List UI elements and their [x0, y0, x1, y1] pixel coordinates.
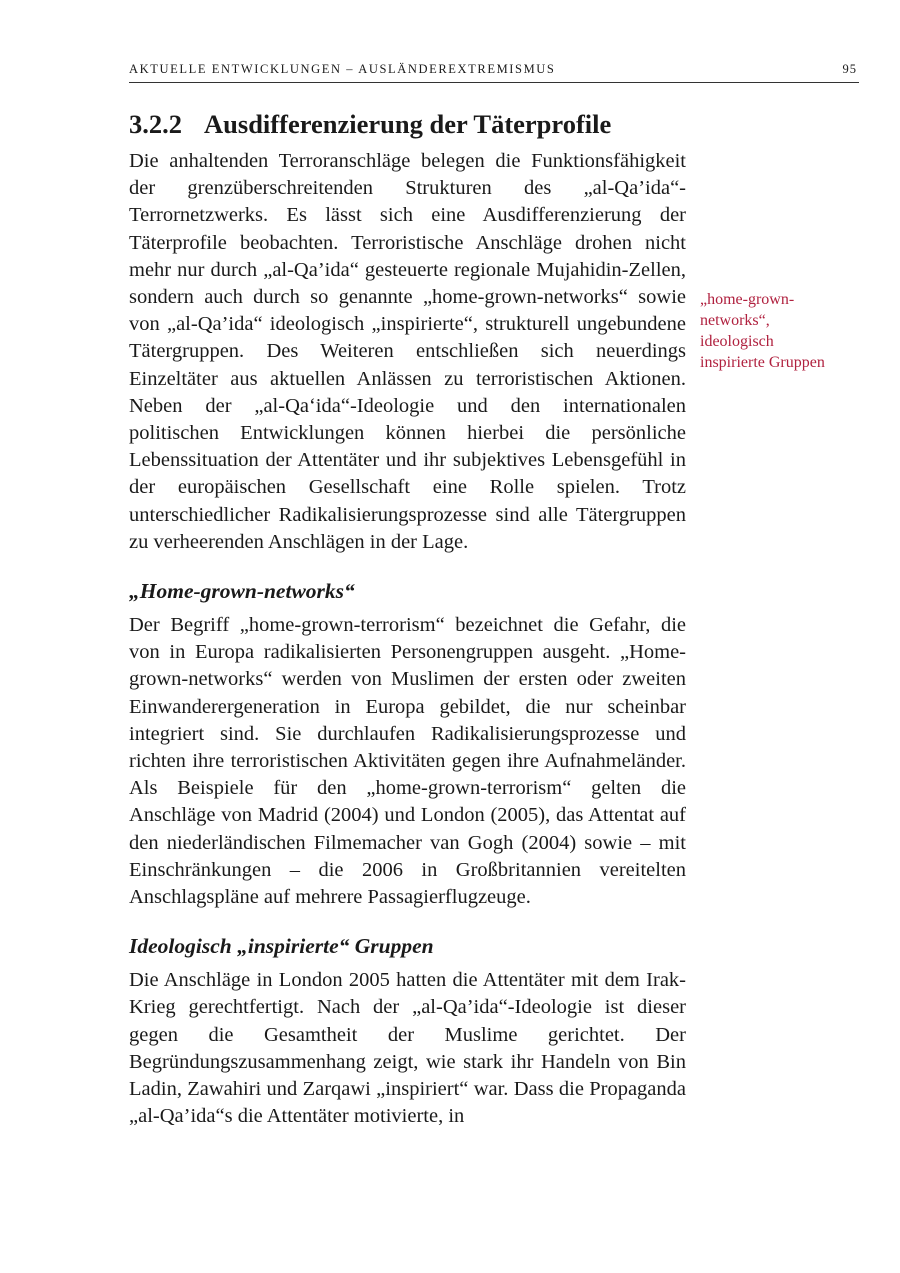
subheading-inspired: Ideologisch „inspirierte“ Gruppen	[129, 934, 434, 959]
margin-note-line: networks“,	[700, 312, 770, 329]
running-header	[129, 62, 859, 83]
paragraph-inspired: Die Anschläge in London 2005 hatten die Attentäter mit dem Irak-Krieg gerechtfertigt. Nach der „al-Qa’ida“-Ideologie ist dieser gegen die Gesamtheit der Muslime gerichtet. Der Begründungszusammenhang zeigt, wie stark ihr Handeln von Bin Ladin, Zawahiri und Zarqawi „inspiriert“ war. Dass die Propaganda „al-Qa’ida“s die Attentäter motivierte, in	[129, 969, 686, 1128]
margin-note	[700, 289, 860, 373]
page-number: 95	[842, 62, 857, 76]
margin-note-line: „home-grown-	[700, 291, 795, 308]
paragraph-homegrown: Der Begriff „home-grown-terrorism“ bezeichnet die Gefahr, die von in Europa radikalisierten Personengruppen ausgeht. „Home-grown-networks“ werden von Muslimen der ersten oder zweiten Einwanderergeneration in Europa gebildet, die nur scheinbar integriert sind. Sie durchlaufen Radikalisierungsprozesse und richten ihre terroristischen Aktivitäten gegen ihre Aufnahmeländer. Als Beispiele für den „home-grown-terrorism“ gelten die Anschläge von Madrid (2004) und London (2005), das Attentat auf den niederländischen Filmemacher van Gogh (2004) sowie – mit Einschränkungen – die 2006 in Großbritannien vereitelten Anschlagspläne auf mehrere Passagierflugzeuge.	[129, 614, 686, 909]
section-title: Ausdifferenzierung der Täterprofile	[204, 109, 612, 139]
section-number: 3.2.2	[129, 109, 182, 139]
section-heading	[129, 104, 686, 144]
subheading-homegrown: „Home-grown-networks“	[129, 579, 355, 604]
margin-note-line: ideologisch	[700, 333, 774, 350]
paragraph-intro: Die anhaltenden Terroranschläge belegen die Funktionsfähigkeit der grenzüberschreitenden Strukturen des „al-Qa’ida“-Terrornetzwerks. Es lässt sich eine Ausdifferenzierung der Täterprofile beobachten. Terroristische Anschläge drohen nicht mehr nur durch „al-Qa’ida“ gesteuerte regionale Mujahidin-Zellen, sondern auch durch so genannte „home-grown-networks“ sowie von „al-Qa’ida“ ideologisch „inspirierte“, strukturell ungebundene Tätergruppen. Des Weiteren entschließen sich neuerdings Einzeltäter aus aktuellen Anlässen zu terroristischen Aktionen. Neben der „al-Qa‘ida“-Ideologie und den internationalen politischen Entwicklungen können hierbei die persönliche Lebenssituation der Attentäter und ihr subjektives Lebensgefühl in der europäischen Gesellschaft eine Rolle spielen. Trotz unterschiedlicher Radikalisierungsprozesse sind alle Tätergruppen zu verheerenden Anschlägen in der Lage.	[129, 150, 686, 553]
page-body	[129, 104, 686, 1131]
running-title: AKTUELLE ENTWICKLUNGEN – AUSLÄNDEREXTREMISMUS	[129, 62, 556, 76]
margin-note-line: inspirierte Gruppen	[700, 354, 825, 371]
